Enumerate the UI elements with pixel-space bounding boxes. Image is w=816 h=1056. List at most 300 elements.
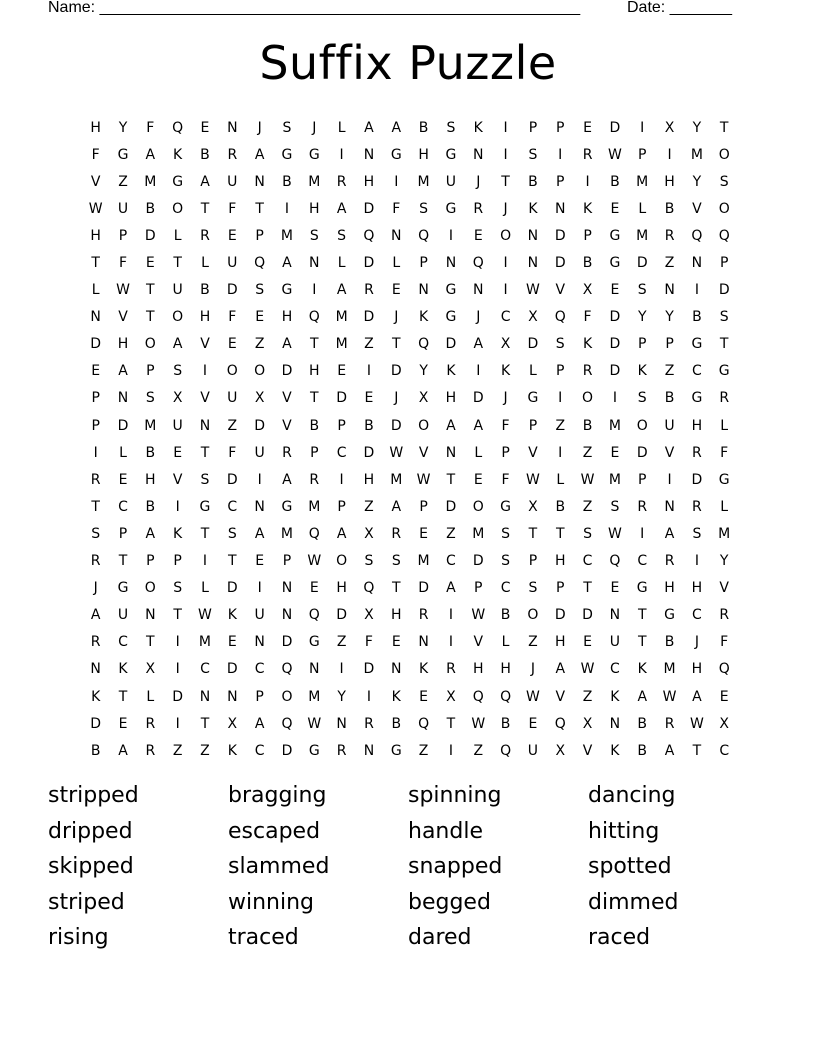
grid-letter: A [473, 417, 484, 434]
grid-letter: E [391, 282, 401, 299]
grid-letter: G [308, 634, 320, 651]
grid-letter: D [226, 661, 238, 678]
grid-letter: S [173, 580, 183, 597]
grid-letter: H [363, 471, 375, 488]
grid-letter: I [257, 471, 262, 488]
grid-letter: T [391, 336, 401, 353]
grid-row [82, 358, 738, 385]
grid-letter: Y [637, 309, 647, 326]
grid-letter: R [418, 607, 429, 624]
grid-letter: I [476, 363, 481, 380]
grid-letter: T [173, 255, 182, 272]
grid-letter: R [664, 227, 675, 244]
grid-letter: K [610, 742, 620, 759]
grid-letter: H [90, 119, 101, 136]
grid-letter: Q [472, 255, 484, 272]
grid-letter: J [257, 119, 262, 136]
grid-letter: N [391, 227, 402, 244]
grid-letter: J [394, 390, 399, 407]
grid-letter: E [227, 227, 237, 244]
grid-letter: T [91, 255, 100, 272]
grid-letter: E [473, 227, 483, 244]
grid-letter: E [309, 580, 319, 597]
grid-letter: U [227, 255, 238, 272]
grid-letter: H [691, 580, 703, 597]
grid-letter: M [417, 553, 430, 570]
grid-letter: K [173, 525, 183, 542]
grid-letter: H [691, 661, 703, 678]
grid-letter: D [445, 498, 457, 515]
grid-letter: S [692, 525, 702, 542]
grid-letter: S [583, 525, 593, 542]
grid-letter: U [664, 417, 675, 434]
grid-letter: E [255, 553, 265, 570]
grid-letter: H [145, 471, 156, 488]
grid-letter: N [336, 715, 347, 732]
grid-letter: N [555, 200, 566, 217]
grid-letter: F [392, 200, 401, 217]
grid-letter: Q [281, 715, 293, 732]
grid-letter: H [199, 309, 211, 326]
grid-letter: S [637, 390, 647, 407]
grid-letter: E [610, 444, 620, 461]
grid-letter: X [500, 336, 511, 353]
word-list-item: dimmed [588, 889, 679, 915]
grid-letter: B [582, 417, 593, 434]
date-field: Date: _______ [627, 0, 732, 16]
grid-letter: O [527, 607, 539, 624]
grid-letter: G [718, 471, 730, 488]
grid-letter: B [582, 255, 593, 272]
grid-letter: D [445, 336, 457, 353]
grid-letter: W [88, 200, 103, 217]
grid-letter: I [175, 498, 180, 515]
grid-letter: J [530, 661, 535, 678]
grid-letter: B [500, 715, 511, 732]
grid-letter: I [202, 553, 208, 570]
grid-letter: L [201, 255, 209, 272]
grid-letter: X [364, 607, 374, 624]
grid-letter: N [527, 255, 539, 272]
grid-letter: N [254, 634, 265, 651]
grid-letter: U [254, 607, 265, 624]
grid-letter: H [554, 634, 566, 651]
grid-letter: I [448, 634, 453, 651]
grid-letter: H [418, 146, 429, 163]
grid-letter: T [692, 742, 702, 759]
grid-letter: J [503, 200, 508, 217]
grid-letter: G [281, 146, 293, 163]
grid-letter: I [667, 146, 672, 163]
grid-letter: N [664, 282, 675, 299]
grid-letter: K [419, 661, 429, 678]
grid-letter: C [610, 661, 620, 678]
grid-letter: A [200, 173, 210, 190]
grid-letter: R [90, 471, 101, 488]
grid-letter: B [500, 607, 511, 624]
grid-letter: Z [200, 742, 210, 759]
grid-letter: I [640, 525, 645, 542]
grid-letter: N [254, 173, 265, 190]
grid-letter: S [145, 390, 155, 407]
grid-letter: N [90, 309, 101, 326]
grid-letter: E [200, 119, 210, 136]
grid-letter: F [228, 200, 237, 217]
grid-letter: W [525, 471, 540, 488]
grid-letter: U [609, 634, 621, 651]
grid-letter: A [637, 688, 648, 705]
word-list-item: spotted [588, 854, 672, 880]
word-list [48, 780, 808, 958]
grid-letter: Q [281, 661, 293, 678]
grid-letter: Z [582, 444, 593, 461]
grid-letter: Z [364, 336, 374, 353]
grid-letter: I [585, 173, 590, 190]
grid-letter: P [528, 553, 538, 570]
grid-letter: B [418, 119, 429, 136]
grid-letter: I [366, 363, 372, 380]
grid-letter: L [91, 282, 100, 299]
word-list-item: striped [48, 889, 125, 915]
grid-row [82, 439, 738, 466]
grid-letter: T [446, 715, 456, 732]
grid-letter: U [227, 390, 238, 407]
grid-letter: W [662, 688, 677, 705]
grid-letter: I [503, 255, 508, 272]
grid-letter: G [117, 146, 129, 163]
grid-letter: R [336, 173, 347, 190]
grid-row [82, 656, 738, 683]
grid-letter: S [200, 471, 210, 488]
grid-letter: Z [555, 417, 566, 434]
grid-letter: K [118, 661, 128, 678]
grid-letter: D [691, 471, 703, 488]
grid-letter: B [528, 173, 538, 190]
grid-letter: D [554, 255, 566, 272]
grid-letter: B [200, 146, 210, 163]
grid-letter: I [558, 146, 563, 163]
grid-letter: S [391, 553, 401, 570]
grid-letter: A [118, 363, 128, 380]
grid-letter: P [310, 444, 319, 461]
grid-letter: Q [500, 688, 512, 705]
grid-letter: I [394, 173, 399, 190]
grid-letter: S [719, 309, 729, 326]
grid-letter: D [172, 688, 184, 705]
grid-letter: I [612, 390, 617, 407]
grid-letter: H [664, 173, 675, 190]
grid-row [82, 249, 738, 276]
grid-letter: N [199, 417, 211, 434]
grid-row [82, 222, 738, 249]
grid-letter: N [418, 634, 429, 651]
grid-letter: C [254, 661, 265, 678]
grid-letter: Y [692, 119, 702, 136]
grid-letter: V [282, 417, 292, 434]
grid-letter: J [93, 580, 98, 597]
word-list-item: skipped [48, 854, 134, 880]
grid-letter: Q [172, 119, 184, 136]
grid-letter: W [471, 607, 486, 624]
grid-letter: D [226, 471, 238, 488]
grid-letter: O [472, 498, 484, 515]
grid-letter: I [366, 688, 372, 705]
grid-letter: G [527, 390, 539, 407]
grid-letter: Q [254, 255, 266, 272]
grid-letter: N [90, 661, 101, 678]
grid-letter: Y [665, 309, 674, 326]
grid-letter: G [199, 498, 211, 515]
grid-letter: Q [308, 309, 320, 326]
grid-letter: G [691, 336, 703, 353]
word-list-item: handle [408, 818, 483, 844]
grid-letter: G [281, 282, 293, 299]
grid-letter: Y [337, 688, 346, 705]
grid-letter: C [500, 309, 511, 326]
grid-letter: P [173, 553, 182, 570]
grid-letter: R [364, 715, 374, 732]
grid-letter: K [391, 688, 401, 705]
grid-letter: L [474, 444, 483, 461]
grid-letter: I [175, 661, 180, 678]
grid-letter: R [582, 146, 593, 163]
grid-letter: R [664, 553, 675, 570]
grid-letter: D [363, 255, 375, 272]
grid-letter: Z [582, 498, 593, 515]
grid-letter: P [556, 580, 565, 597]
grid-letter: G [445, 309, 457, 326]
grid-letter: P [91, 390, 100, 407]
grid-letter: Z [227, 417, 238, 434]
grid-letter: D [281, 634, 293, 651]
grid-letter: D [636, 255, 648, 272]
word-list-item: dancing [588, 783, 676, 808]
grid-letter: N [418, 282, 429, 299]
grid-letter: N [445, 255, 457, 272]
grid-letter: Z [473, 742, 484, 759]
grid-letter: G [500, 498, 512, 515]
grid-letter: D [226, 580, 238, 597]
grid-row [82, 195, 738, 222]
grid-letter: M [198, 634, 212, 651]
grid-letter: T [528, 525, 538, 542]
grid-letter: K [91, 688, 101, 705]
grid-letter: D [636, 444, 648, 461]
grid-letter: P [638, 336, 647, 353]
grid-letter: R [719, 390, 730, 407]
grid-letter: C [691, 363, 702, 380]
grid-letter: S [501, 553, 511, 570]
grid-letter: E [583, 634, 592, 651]
grid-letter: Q [554, 309, 566, 326]
grid-letter: T [719, 336, 729, 353]
grid-letter: J [394, 309, 399, 326]
grid-letter: F [501, 417, 510, 434]
grid-letter: S [255, 282, 265, 299]
grid-letter: O [418, 417, 430, 434]
grid-letter: N [309, 255, 320, 272]
grid-letter: P [665, 336, 674, 353]
grid-letter: L [201, 580, 209, 597]
grid-letter: G [691, 390, 703, 407]
grid-letter: X [664, 119, 675, 136]
grid-letter: G [609, 227, 621, 244]
grid-letter: S [173, 363, 183, 380]
grid-letter: B [145, 444, 156, 461]
grid-letter: E [91, 363, 101, 380]
grid-letter: L [146, 688, 155, 705]
grid-letter: G [390, 742, 402, 759]
grid-letter: V [664, 444, 675, 461]
grid-letter: K [610, 688, 620, 705]
grid-row [82, 168, 738, 195]
grid-letter: H [691, 417, 703, 434]
grid-letter: P [638, 471, 647, 488]
name-field: Name: ______________________________________________________ [48, 0, 581, 16]
grid-letter: Z [364, 498, 374, 515]
grid-letter: D [90, 715, 102, 732]
grid-letter: N [254, 498, 265, 515]
grid-row [82, 520, 738, 547]
grid-letter: E [610, 580, 620, 597]
grid-letter: B [664, 634, 675, 651]
grid-letter: U [117, 200, 129, 217]
grid-letter: A [664, 525, 675, 542]
grid-letter: Z [446, 525, 456, 542]
grid-letter: T [310, 390, 319, 407]
grid-letter: D [390, 417, 402, 434]
grid-letter: P [419, 255, 428, 272]
grid-letter: K [473, 119, 483, 136]
grid-letter: T [391, 580, 401, 597]
grid-letter: X [555, 742, 566, 759]
grid-letter: D [554, 227, 566, 244]
grid-letter: W [689, 715, 704, 732]
grid-letter: E [719, 688, 729, 705]
grid-letter: I [175, 634, 180, 651]
grid-letter: R [582, 363, 593, 380]
grid-letter: U [227, 173, 238, 190]
grid-letter: X [528, 309, 538, 326]
grid-letter: L [119, 444, 127, 461]
grid-letter: X [364, 525, 374, 542]
grid-letter: A [282, 336, 292, 353]
grid-letter: M [718, 525, 731, 542]
grid-letter: E [227, 336, 237, 353]
grid-letter: E [610, 200, 620, 217]
grid-letter: V [555, 282, 566, 299]
grid-letter: B [364, 417, 374, 434]
grid-row [82, 683, 738, 710]
grid-letter: M [608, 471, 621, 488]
grid-letter: T [200, 200, 210, 217]
grid-letter: D [144, 227, 156, 244]
grid-letter: N [281, 607, 293, 624]
grid-letter: U [172, 417, 183, 434]
grid-letter: E [227, 634, 237, 651]
grid-letter: Q [718, 661, 730, 678]
grid-letter: H [363, 173, 375, 190]
grid-letter: F [720, 444, 729, 461]
grid-letter: O [172, 309, 184, 326]
grid-letter: N [309, 661, 320, 678]
grid-letter: D [90, 336, 102, 353]
grid-letter: M [335, 309, 348, 326]
grid-letter: S [419, 200, 429, 217]
grid-letter: S [501, 525, 511, 542]
grid-letter: N [227, 688, 238, 705]
grid-letter: D [281, 363, 293, 380]
grid-letter: I [694, 282, 699, 299]
grid-letter: N [117, 390, 129, 407]
grid-letter: C [500, 580, 511, 597]
grid-letter: Z [118, 173, 128, 190]
grid-letter: N [363, 146, 375, 163]
grid-letter: Q [472, 688, 484, 705]
grid-letter: Y [692, 173, 702, 190]
word-list-item: snapped [408, 854, 503, 880]
grid-letter: W [525, 282, 540, 299]
grid-letter: N [199, 688, 211, 705]
grid-row [82, 331, 738, 358]
word-list-item: escaped [228, 818, 321, 844]
grid-letter: S [528, 580, 538, 597]
grid-letter: F [118, 255, 128, 272]
grid-letter: P [583, 227, 592, 244]
grid-letter: B [90, 742, 101, 759]
grid-letter: L [337, 255, 346, 272]
grid-letter: M [308, 173, 321, 190]
grid-letter: T [637, 607, 647, 624]
grid-letter: P [556, 173, 565, 190]
grid-letter: X [145, 661, 156, 678]
grid-letter: A [555, 661, 566, 678]
grid-letter: Q [609, 553, 621, 570]
grid-letter: K [637, 661, 647, 678]
grid-letter: Q [418, 227, 430, 244]
grid-letter: O [144, 336, 156, 353]
word-list-item: spinning [408, 783, 502, 808]
grid-letter: W [116, 282, 130, 299]
grid-letter: P [556, 363, 565, 380]
grid-row [82, 466, 738, 493]
grid-letter: Z [336, 634, 347, 651]
grid-letter: L [720, 417, 729, 434]
grid-letter: T [501, 173, 510, 190]
grid-letter: N [664, 498, 675, 515]
grid-letter: D [527, 336, 539, 353]
grid-letter: I [93, 444, 98, 461]
grid-letter: E [473, 471, 483, 488]
grid-letter: X [582, 715, 593, 732]
grid-letter: Q [418, 336, 430, 353]
grid-letter: R [692, 498, 702, 515]
grid-letter: V [200, 336, 210, 353]
grid-letter: R [282, 444, 292, 461]
grid-letter: I [339, 661, 344, 678]
grid-letter: R [145, 742, 156, 759]
grid-letter: Q [308, 525, 320, 542]
grid-letter: P [255, 227, 264, 244]
grid-letter: C [582, 553, 593, 570]
grid-letter: P [501, 444, 510, 461]
grid-letter: K [637, 363, 647, 380]
grid-letter: T [173, 607, 182, 624]
grid-letter: M [308, 498, 321, 515]
grid-letter: W [307, 553, 322, 570]
grid-letter: N [145, 607, 156, 624]
grid-letter: I [558, 390, 563, 407]
